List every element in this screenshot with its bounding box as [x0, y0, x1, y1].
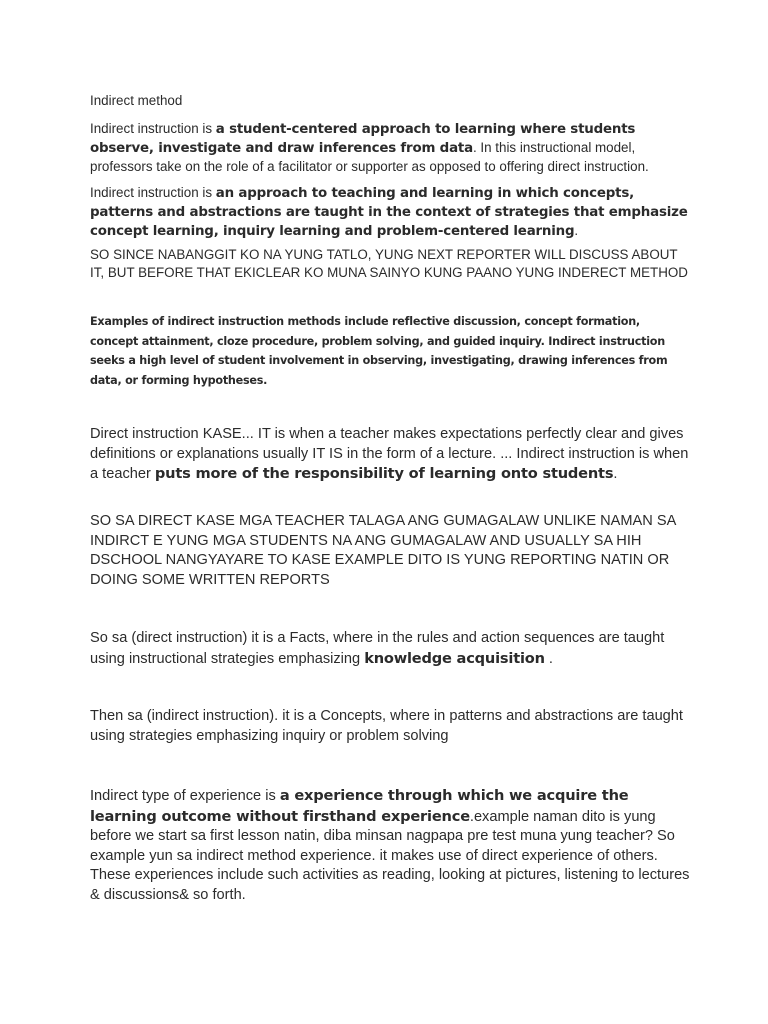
- paragraph-direct-vs-indirect: [90, 512, 690, 590]
- p9-text: Indirect type of experience is: [90, 788, 280, 804]
- p2-text-end: .: [574, 223, 579, 238]
- p2-text: Indirect instruction is: [90, 185, 216, 200]
- p9-text-end: .example naman dito is yung before we start sa first lesson natin, diba minsan nagpapa pre test muna yung teacher? So example yun sa indirect method experience. it makes use of direct experience of others. These experiences include such activities as reading, looking at pictures, listening to lectures & discussions& so forth.: [90, 808, 690, 903]
- p6-text: SO SA DIRECT KASE MGA TEACHER TALAGA ANG GUMAGALAW UNLIKE NAMAN SA INDIRCT E YUNG MGA STUDENTS NA ANG GUMAGALAW AND USUALLY SA HIH DSCHOOL NANGYAYARE TO KASE EXAMPLE DITO IS YUNG REPORTING NATIN OR DOING SOME WRITTEN REPORTS: [90, 513, 676, 588]
- paragraph-direct-instruction: [90, 425, 690, 485]
- p8-text: Then sa (indirect instruction). it is a Concepts, where in patterns and abstractions are taught using strategies emphasizing inquiry or problem solving: [90, 708, 683, 744]
- p7-bold: knowledge acquisition: [364, 649, 545, 667]
- paragraph-examples: [90, 312, 690, 390]
- paragraph-facts: [90, 629, 690, 669]
- p7-text: So sa (direct instruction) it is a Facts, where in the rules and action sequences are taught using instructional strategies emphasizing: [90, 630, 665, 667]
- p3-text: SO SINCE NABANGGIT KO NA YUNG TATLO, YUNG NEXT REPORTER WILL DISCUSS ABOUT IT, BUT BEFORE THAT EKICLEAR KO MUNA SAINYO KUNG PAANO YUNG INDERECT METHOD: [90, 247, 688, 280]
- paragraph-indirect-experience: [90, 786, 690, 905]
- p5-text: Direct instruction KASE... IT is when a teacher makes expectations perfectly clear and gives definitions or explanations usually IT IS in the form of a lecture. ... Indirect instruction is when a teacher: [90, 426, 689, 482]
- paragraph-concepts: [90, 707, 690, 746]
- paragraph-reporter-note: [90, 246, 690, 282]
- p1-bold: a student-centered approach to learning where students observe, investigate and draw inferences from data: [90, 122, 636, 156]
- p2-bold: an approach to teaching and learning in which concepts, patterns and abstractions are taught in the context of strategies that emphasize concept learning, inquiry learning and problem-centered learning: [90, 186, 688, 239]
- p7-text-end: .: [544, 650, 553, 667]
- p5-bold: puts more of the responsibility of learning onto students: [154, 465, 614, 482]
- paragraph-indirect-definition-1: [90, 120, 690, 176]
- p1-text-end: . In this instructional model, professors take on the role of a facilitator or supporter as opposed to offering direct instruction.: [90, 140, 649, 174]
- p5-text-end: .: [613, 466, 618, 482]
- p4-text: Examples of indirect instruction methods include reflective discussion, concept formation, concept attainment, cloze procedure, problem solving, and guided inquiry. Indirect instruction seeks a high level of student involvement in observing, investigating, drawing inferences from data, or forming hypotheses.: [90, 315, 668, 387]
- paragraph-indirect-definition-2: [90, 184, 690, 241]
- p9-bold: a experience through which we acquire the learning outcome without firsthand experience: [90, 787, 629, 825]
- p1-text: Indirect instruction is: [90, 121, 216, 136]
- document-heading: [90, 92, 690, 110]
- heading-text: Indirect method: [90, 93, 183, 108]
